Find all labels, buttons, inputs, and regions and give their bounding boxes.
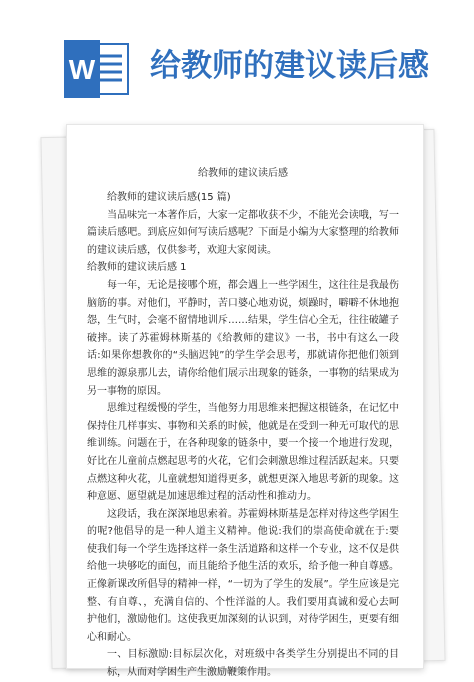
paragraph: 当品味完一本著作后，大家一定都收获不少，不能光会读哦，写一篇读后感吧。到底应如何写读后感呢？下面是小编为大家整理的给教师的建议读后感，仅供参考，欢迎大家阅读。: [87, 209, 399, 256]
paragraph: 这段话，我在深深地思索着。苏霍姆林斯基是怎样对待这些学困生的呢?他倡导的是一种人道主义精神。他说:我们的崇高使命就在于:要使我们每一个学生选择这样一条生活道路和这样一个专业，这不仅是供给他一块够吃的面包，而且能给予他生活的欢乐，给予他一种自尊感。正像新课改所倡导的精神一样，“一切为了学生的发展”。学生应该是完整、有自尊、，充满自信的、个性洋溢的人。我们要用真诚和爱心去呵护他们，激励他们。这使我更加深刻的认识到，对待学困生，更要有细心和耐心。: [87, 508, 399, 643]
paragraph: 思维过程缓慢的学生，当他努力用思维来把握这根链条，在记忆中保持住几样事实、事物和关系的时候，他就是在受到一种无可取代的思维训练。问题在于，在各种现象的链条中，要一个接一个地进行发现，好比在儿童前点燃起思考的火花，它们会刺激思维过程活跃起来。只要点燃这种火花，儿童就想知道得更多，就想更深入地思考新的现象。这种意愿、愿望就是加速思维过程的活动性和推动力。: [87, 403, 399, 503]
paragraph: 一、目标激励:目标层次化，对班级中各类学生分别提出不同的目标，从而对学困生产生激励鞭策作用。: [107, 649, 399, 679]
word-icon-letter: W: [68, 54, 96, 85]
banner-title: 给教师的建议读后感: [150, 48, 429, 84]
document-subtitle: 给教师的建议读后感(15 篇): [107, 192, 231, 203]
document-title: 给教师的建议读后感: [198, 168, 288, 179]
section-heading: 给教师的建议读后感 1: [87, 262, 187, 274]
word-doc-icon: [62, 40, 130, 98]
paragraph: 每一年，无论是接哪个班，都会遇上一些学困生，这往往是我最伤脑筋的事。对他们，平静时，苦口婆心地劝说，烦躁时，噼噼不休地抱怨，生气时，会毫不留情地训斥……结果，学生信心全无，往往破罐子破摔。读了苏霍姆林斯基的《给教师的建议》一书，书中有这么一段话:如果你想教你的“头脑迟钝”的学生学会思考，那就请你把他们领到思维的源泉那儿去，请你给他们展示出现象的链条，一事物的结果成为另一事物的原因。: [87, 279, 399, 397]
header-banner: [0, 0, 474, 120]
document-page: [66, 124, 424, 679]
